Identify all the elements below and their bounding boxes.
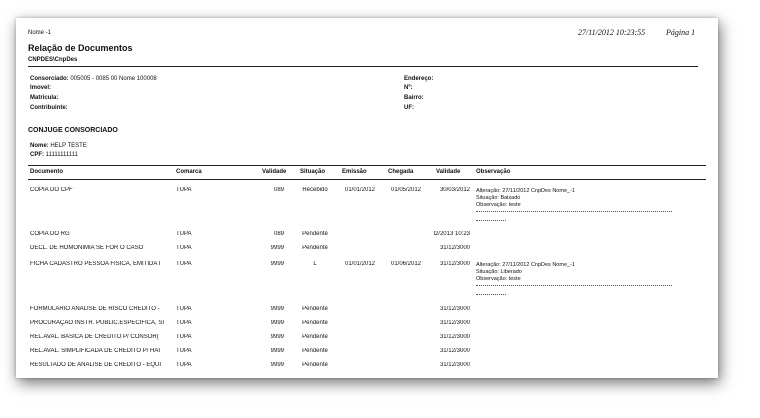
cell-situacao: Pendente xyxy=(302,306,328,312)
cell-observacao-line: Alteração: 27/11/2012 CnpDes Nome_-1 xyxy=(476,262,575,268)
cell-situacao: Pendente xyxy=(302,320,328,326)
report-datetime: 27/11/2012 10:23:55 xyxy=(578,28,646,37)
col-observacao: Observação xyxy=(476,169,511,175)
conjuge-nome-value: HELP TESTE xyxy=(50,143,87,149)
cell-documento: FICHA CADASTRO PESSOA FÍSICA, EMITIDA I xyxy=(30,261,161,267)
cell-observacao-line: Observação: teste xyxy=(476,276,521,282)
cell-situacao: L xyxy=(313,261,317,267)
col-validade: Validade xyxy=(262,169,287,175)
cell-comarca: TUPA xyxy=(176,362,192,368)
cell-documento: FORMULÁRIO ANÁLISE DE RISCO CRÉDITO - xyxy=(30,306,160,312)
cell-observacao-line: Situação: Baixado xyxy=(476,195,521,201)
header-divider xyxy=(28,66,698,67)
cell-situacao: Pendente xyxy=(302,245,328,251)
cell-validade: 9999 xyxy=(270,261,284,267)
observacao-separator xyxy=(476,211,672,212)
report-subtitle: CNPDES\CnpDes xyxy=(28,57,78,63)
endereco-label: Endereço: xyxy=(404,76,434,82)
page-title: Relação de Documentos xyxy=(28,43,133,53)
cell-situacao: Pendente xyxy=(302,348,328,354)
cell-validade: 9999 xyxy=(270,320,284,326)
cell-comarca: TUPA xyxy=(176,320,192,326)
cell-emissao: 01/01/2012 xyxy=(344,187,376,193)
cell-validade: 089 xyxy=(273,187,284,193)
report-page xyxy=(16,18,718,378)
cell-documento: PROCURAÇÃO INSTR. PÚBLIC.ESPECÍFICA, SI xyxy=(30,320,165,326)
cell-validade: 089 xyxy=(273,231,284,237)
cell-validade-data: 30/03/2012 xyxy=(439,187,470,193)
numero-label: Nº: xyxy=(404,85,413,91)
observacao-separator xyxy=(476,285,672,286)
cell-comarca: TUPA xyxy=(176,231,192,237)
observacao-separator-short xyxy=(476,294,506,295)
cell-validade-data: 31/12/3000 xyxy=(439,245,470,251)
cell-situacao: Pendente xyxy=(302,231,328,237)
cell-comarca: TUPA xyxy=(176,245,192,251)
consorciado-value: 005005 - 0085 00 Nome 100008 xyxy=(70,76,157,82)
cell-situacao: Recebido xyxy=(302,187,328,193)
conjuge-title: CONJUGE CONSORCIADO xyxy=(28,127,118,134)
cell-comarca: TUPA xyxy=(176,261,192,267)
cell-documento: DECL. DE HOMONÍMIA SE FOR O CASO xyxy=(30,245,144,251)
cell-validade: 9999 xyxy=(270,348,284,354)
cell-validade: 9999 xyxy=(270,334,284,340)
cell-validade-data: 31/12/3000 xyxy=(439,362,470,368)
conjuge-cpf-label: CPF: xyxy=(30,152,44,158)
col-comarca: Comarca xyxy=(176,169,202,175)
cell-documento: RESULTADO DE ANÁLISE DE CRÉDITO - EQUI xyxy=(30,362,162,368)
cell-validade-data: 31/12/3000 xyxy=(439,320,470,326)
bairro-label: Bairro: xyxy=(404,95,424,101)
cell-validade: 9999 xyxy=(270,306,284,312)
col-emissao: Emissão xyxy=(342,169,367,175)
table-header-divider xyxy=(28,179,706,180)
cell-validade-data: 31/12/3000 xyxy=(439,334,470,340)
cell-chegada: 01/06/2012 xyxy=(390,261,422,267)
col-situacao: Situação xyxy=(300,169,326,175)
consorciado-row xyxy=(30,76,157,82)
cell-comarca: TUPA xyxy=(176,334,192,340)
matricula-label: Matricula: xyxy=(30,95,59,101)
cell-documento: CÓPIA DO RG xyxy=(30,231,70,237)
col-validade-data: Validade xyxy=(436,169,461,175)
table-top-divider xyxy=(28,165,706,166)
conjuge-cpf-value: 11111111111 xyxy=(45,152,78,158)
cell-validade-data: l2/2013 10:23 xyxy=(433,231,470,237)
page-number: Página 1 xyxy=(666,28,696,37)
cell-observacao-line: Situação: Liberado xyxy=(476,269,522,275)
cell-observacao-line: Alteração: 27/11/2012 CnpDes Nome_-1 xyxy=(476,188,575,194)
contribuinte-label: Contribuinte: xyxy=(30,105,68,111)
imovel-label: Imovel: xyxy=(30,85,52,91)
conjuge-nome-row xyxy=(30,143,87,149)
user-name: Nome -1 xyxy=(28,30,52,36)
cell-documento: REL.AVAL. SIMPLIFICADA DE CRÉDITO P/ HAI xyxy=(30,348,161,354)
cell-observacao-line: Observação: teste xyxy=(476,202,521,208)
observacao-separator-short xyxy=(476,220,506,221)
consorciado-label: Consorciado: xyxy=(30,76,69,82)
cell-comarca: TUPA xyxy=(176,306,192,312)
col-documento: Documento xyxy=(30,169,63,175)
uf-label: UF: xyxy=(404,105,414,111)
cell-documento: REL.AVAL. BÁSICA DE CRÉDITO P/ CONSÓR( xyxy=(30,334,159,340)
cell-comarca: TUPA xyxy=(176,348,192,354)
cell-comarca: TUPA xyxy=(176,187,192,193)
cell-chegada: 01/05/2012 xyxy=(390,187,422,193)
cell-validade: 9999 xyxy=(270,245,284,251)
cell-validade: 9999 xyxy=(270,362,284,368)
conjuge-cpf-row xyxy=(30,152,78,158)
cell-situacao: Pendente xyxy=(302,362,328,368)
cell-documento: CÓPIA DO CPF xyxy=(30,187,73,193)
cell-situacao: Pendente xyxy=(302,334,328,340)
cell-validade-data: 31/12/3000 xyxy=(439,261,470,267)
col-chegada: Chegada xyxy=(388,169,414,175)
cell-validade-data: 31/12/3000 xyxy=(439,306,470,312)
conjuge-nome-label: Nome: xyxy=(30,143,49,149)
cell-validade-data: 31/12/3000 xyxy=(439,348,470,354)
cell-emissao: 01/01/2012 xyxy=(344,261,376,267)
